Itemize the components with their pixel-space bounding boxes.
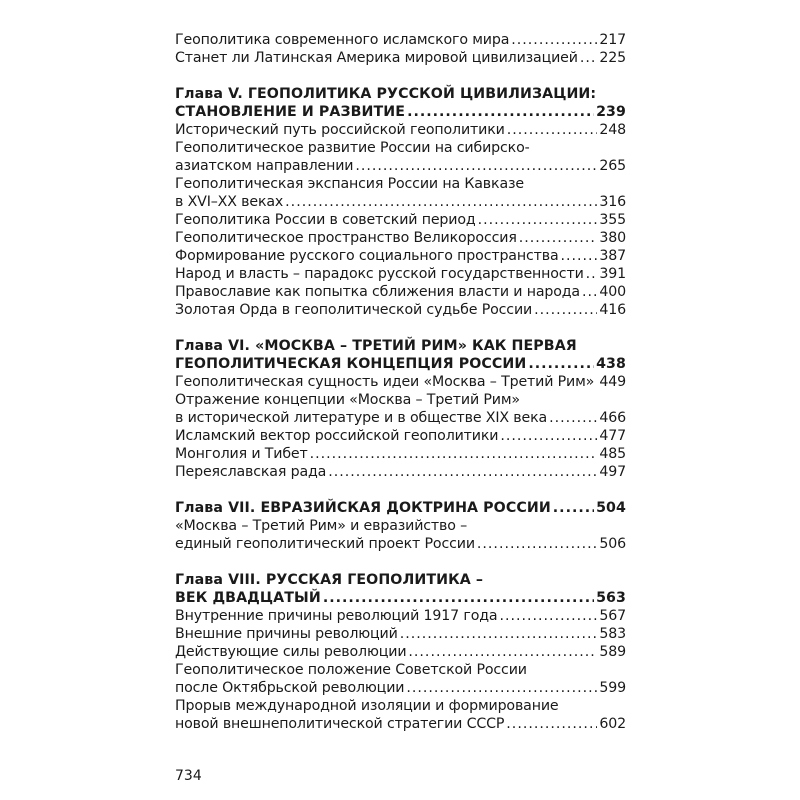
entry-page-number: 400 — [599, 284, 626, 300]
entry-page-number: 380 — [599, 230, 626, 246]
dot-leader — [310, 445, 598, 463]
table-of-contents — [175, 31, 626, 751]
entry-title-line: после Октябрьской революции — [175, 680, 405, 696]
entry-title-line: Геополитическая сущность идеи «Москва – Третий Рим» — [175, 374, 595, 390]
entry-title-line: Народ и власть – парадокс русской государственности — [175, 266, 584, 282]
dot-leader — [549, 409, 597, 427]
toc-entry — [175, 283, 626, 301]
dot-leader — [500, 427, 597, 445]
dot-leader — [408, 643, 597, 661]
entry-title-line: Геополитика России в советский период — [175, 212, 476, 228]
entry-page-number: 589 — [599, 644, 626, 660]
entry-title-line: единый геополитический проект России — [175, 536, 475, 552]
entry-title-line: Прорыв международной изоляции и формирование — [175, 698, 559, 714]
entry-page-number: 217 — [599, 32, 626, 48]
dot-leader — [580, 49, 598, 67]
toc-section — [175, 31, 626, 67]
dot-leader — [328, 463, 597, 481]
entry-page-number: 316 — [599, 194, 626, 210]
chapter-heading — [175, 85, 626, 121]
entry-title-line: Глава VIII. РУССКАЯ ГЕОПОЛИТИКА – — [175, 572, 484, 588]
dot-leader — [506, 715, 597, 733]
dot-leader — [507, 121, 598, 139]
dot-leader — [561, 247, 598, 265]
dot-leader — [528, 355, 594, 373]
toc-entry — [175, 445, 626, 463]
entry-page-number: 506 — [599, 536, 626, 552]
toc-entry — [175, 139, 626, 175]
entry-page-number: 466 — [599, 410, 626, 426]
dot-leader — [406, 679, 597, 697]
toc-section — [175, 85, 626, 319]
toc-section — [175, 499, 626, 553]
toc-entry — [175, 661, 626, 697]
entry-title-line: Действующие силы революции — [175, 644, 407, 660]
entry-title-line: ВЕК ДВАДЦАТЫЙ — [175, 590, 321, 606]
entry-title-line: Глава VI. «МОСКВА – ТРЕТИЙ РИМ» КАК ПЕРВАЯ — [175, 338, 577, 354]
dot-leader — [519, 229, 598, 247]
entry-page-number: 477 — [599, 428, 626, 444]
entry-page-number: 567 — [599, 608, 626, 624]
entry-title-line: Отражение концепции «Москва – Третий Рим» — [175, 392, 520, 408]
dot-leader — [596, 373, 597, 391]
entry-title-line: Монголия и Тибет — [175, 446, 308, 462]
toc-entry — [175, 211, 626, 229]
entry-title-line: Православие как попытка сближения власти и народа — [175, 284, 580, 300]
entry-page-number: 239 — [596, 104, 626, 120]
toc-entry — [175, 463, 626, 481]
dot-leader — [511, 31, 597, 49]
dot-leader — [323, 589, 594, 607]
chapter-heading — [175, 337, 626, 373]
entry-page-number: 355 — [599, 212, 626, 228]
entry-title-line: ГЕОПОЛИТИЧЕСКАЯ КОНЦЕПЦИЯ РОССИИ — [175, 356, 527, 372]
chapter-heading — [175, 499, 626, 517]
entry-title-line: Геополитическое положение Советской России — [175, 662, 527, 678]
entry-page-number: 583 — [599, 626, 626, 642]
toc-entry — [175, 247, 626, 265]
entry-page-number: 416 — [599, 302, 626, 318]
toc-entry — [175, 265, 626, 283]
entry-title-line: Глава V. ГЕОПОЛИТИКА РУССКОЙ ЦИВИЛИЗАЦИИ: — [175, 86, 597, 102]
entry-title-line: Геополитическая экспансия России на Кавказе — [175, 176, 524, 192]
toc-section — [175, 571, 626, 733]
entry-page-number: 449 — [599, 374, 626, 390]
dot-leader — [534, 301, 597, 319]
entry-title-line: в XVI–XX веках — [175, 194, 284, 210]
toc-entry — [175, 643, 626, 661]
toc-entry — [175, 175, 626, 211]
entry-title-line: «Москва – Третий Рим» и евразийство – — [175, 518, 468, 534]
entry-title-line: Глава VII. ЕВРАЗИЙСКАЯ ДОКТРИНА РОССИИ — [175, 500, 551, 516]
toc-entry — [175, 697, 626, 733]
entry-page-number: 602 — [599, 716, 626, 732]
entry-page-number: 225 — [599, 50, 626, 66]
chapter-heading — [175, 571, 626, 607]
entry-page-number: 504 — [596, 500, 626, 516]
dot-leader — [499, 607, 597, 625]
entry-title-line: Геополитическое пространство Великороссия — [175, 230, 517, 246]
dot-leader — [477, 535, 597, 553]
toc-entry — [175, 391, 626, 427]
dot-leader — [355, 157, 597, 175]
entry-page-number: 497 — [599, 464, 626, 480]
toc-entry — [175, 31, 626, 49]
entry-title-line: СТАНОВЛЕНИЕ И РАЗВИТИЕ — [175, 104, 406, 120]
dot-leader — [285, 193, 597, 211]
entry-title-line: Станет ли Латинская Америка мировой цивилизацией — [175, 50, 578, 66]
entry-page-number: 265 — [599, 158, 626, 174]
entry-title-line: Исторический путь российской геополитики — [175, 122, 505, 138]
entry-page-number: 438 — [596, 356, 626, 372]
toc-entry — [175, 427, 626, 445]
toc-entry — [175, 625, 626, 643]
entry-title-line: Геополитическое развитие России на сибирско- — [175, 140, 530, 156]
toc-entry — [175, 229, 626, 247]
entry-title-line: в исторической литературе и в обществе XIX века — [175, 410, 548, 426]
entry-page-number: 387 — [599, 248, 626, 264]
page-number: 734 — [175, 768, 202, 784]
toc-entry — [175, 301, 626, 319]
entry-title-line: Внутренние причины революций 1917 года — [175, 608, 498, 624]
entry-page-number: 248 — [599, 122, 626, 138]
dot-leader — [586, 265, 598, 283]
dot-leader — [553, 499, 594, 517]
entry-title-line: азиатском направлении — [175, 158, 354, 174]
dot-leader — [582, 283, 597, 301]
entry-title-line: Золотая Орда в геополитической судьбе России — [175, 302, 533, 318]
toc-entry — [175, 49, 626, 67]
toc-entry — [175, 607, 626, 625]
dot-leader — [407, 103, 594, 121]
entry-title-line: Формирование русского социального пространства — [175, 248, 559, 264]
entry-title-line: Внешние причины революций — [175, 626, 398, 642]
entry-title-line: Исламский вектор российской геополитики — [175, 428, 499, 444]
toc-section — [175, 337, 626, 481]
entry-title-line: Геополитика современного исламского мира — [175, 32, 510, 48]
toc-entry — [175, 373, 626, 391]
dot-leader — [478, 211, 598, 229]
entry-title-line: новой внешнеполитической стратегии СССР — [175, 716, 505, 732]
entry-page-number: 391 — [599, 266, 626, 282]
dot-leader — [400, 625, 598, 643]
entry-page-number: 599 — [599, 680, 626, 696]
toc-entry — [175, 517, 626, 553]
entry-page-number: 485 — [599, 446, 626, 462]
entry-title-line: Переяславская рада — [175, 464, 327, 480]
entry-page-number: 563 — [596, 590, 626, 606]
toc-entry — [175, 121, 626, 139]
